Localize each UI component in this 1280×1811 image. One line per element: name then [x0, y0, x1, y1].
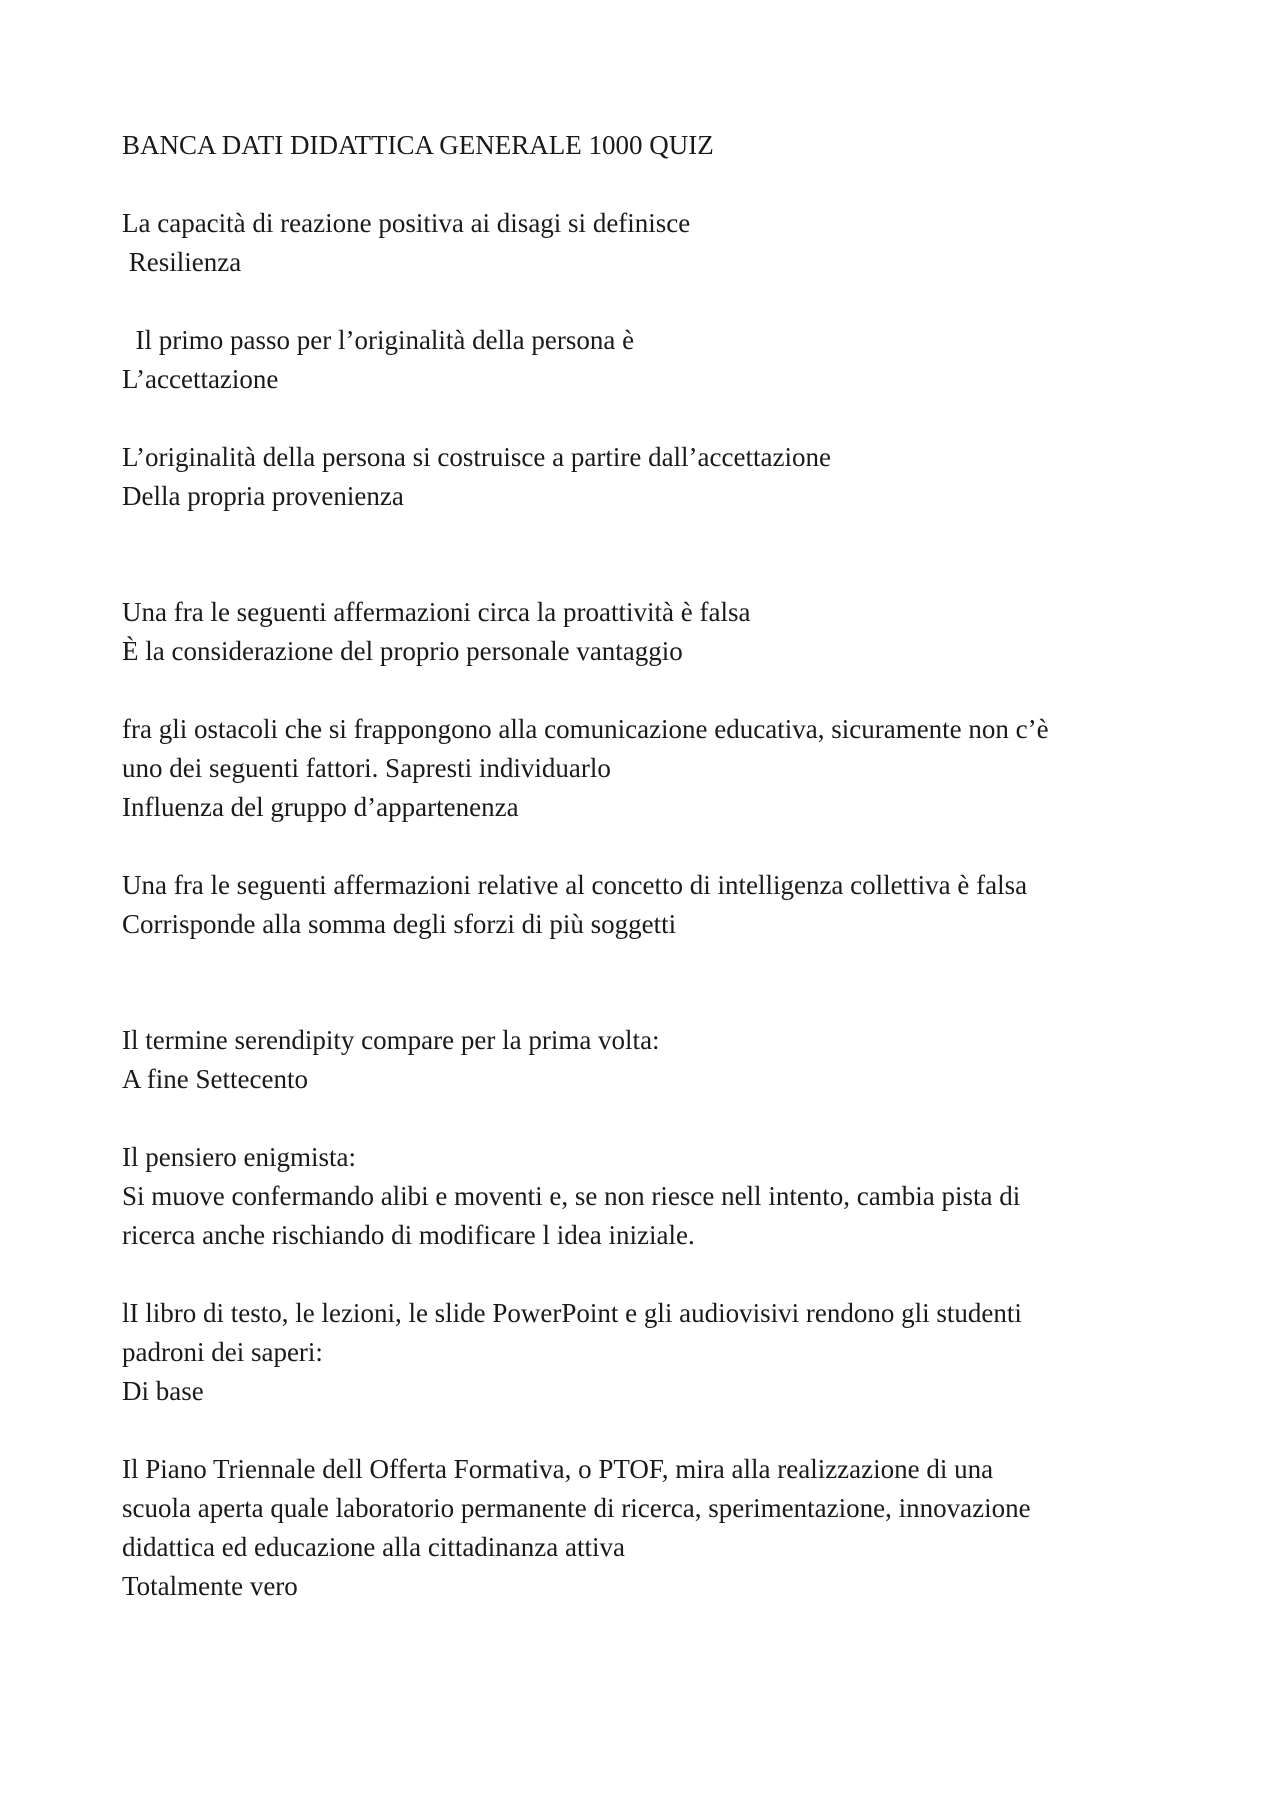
question-8-answer-line-1: Si muove confermando alibi e moventi e, se non riesce nell intento, cambia pista di [122, 1181, 1021, 1211]
question-10-text-line-2: scuola aperta quale laboratorio permanente di ricerca, sperimentazione, innovazione [122, 1493, 1031, 1523]
question-8-answer-line-2: ricerca anche rischiando di modificare l idea iniziale. [122, 1220, 695, 1250]
question-5-text-line-2: uno dei seguenti fattori. Sapresti individuarlo [122, 753, 611, 783]
question-3-text: L’originalità della persona si costruisce a partire dall’accettazione [122, 442, 831, 472]
question-8-text: Il pensiero enigmista: [122, 1142, 356, 1172]
question-4-answer: È la considerazione del proprio personale vantaggio [122, 636, 683, 666]
question-2-answer: L’accettazione [122, 364, 279, 394]
question-2-text: Il primo passo per l’originalità della persona è [122, 325, 635, 355]
question-5-text-line-1: fra gli ostacoli che si frappongono alla comunicazione educativa, sicuramente non c’è [122, 714, 1049, 744]
question-9-text-line-2: padroni dei saperi: [122, 1337, 323, 1367]
question-9-answer: Di base [122, 1376, 204, 1406]
question-10-answer: Totalmente vero [122, 1571, 298, 1601]
question-1-text: La capacità di reazione positiva ai disagi si definisce [122, 208, 691, 238]
question-6-answer: Corrisponde alla somma degli sforzi di più soggetti [122, 909, 677, 939]
question-10-text-line-3: didattica ed educazione alla cittadinanza attiva [122, 1532, 625, 1562]
question-1-answer: Resilienza [122, 247, 242, 277]
question-6-text: Una fra le seguenti affermazioni relative al concetto di intelligenza collettiva è falsa [122, 870, 1028, 900]
question-5-answer: Influenza del gruppo d’appartenenza [122, 792, 519, 822]
question-9-text-line-1: lI libro di testo, le lezioni, le slide PowerPoint e gli audiovisivi rendono gli studenti [122, 1298, 1022, 1328]
document-title: BANCA DATI DIDATTICA GENERALE 1000 QUIZ [122, 130, 714, 160]
question-3-answer: Della propria provenienza [122, 481, 404, 511]
question-7-answer: A fine Settecento [122, 1064, 308, 1094]
question-7-text: Il termine serendipity compare per la prima volta: [122, 1025, 660, 1055]
question-10-text-line-1: Il Piano Triennale dell Offerta Formativa, o PTOF, mira alla realizzazione di una [122, 1454, 994, 1484]
question-4-text: Una fra le seguenti affermazioni circa la proattività è falsa [122, 597, 751, 627]
